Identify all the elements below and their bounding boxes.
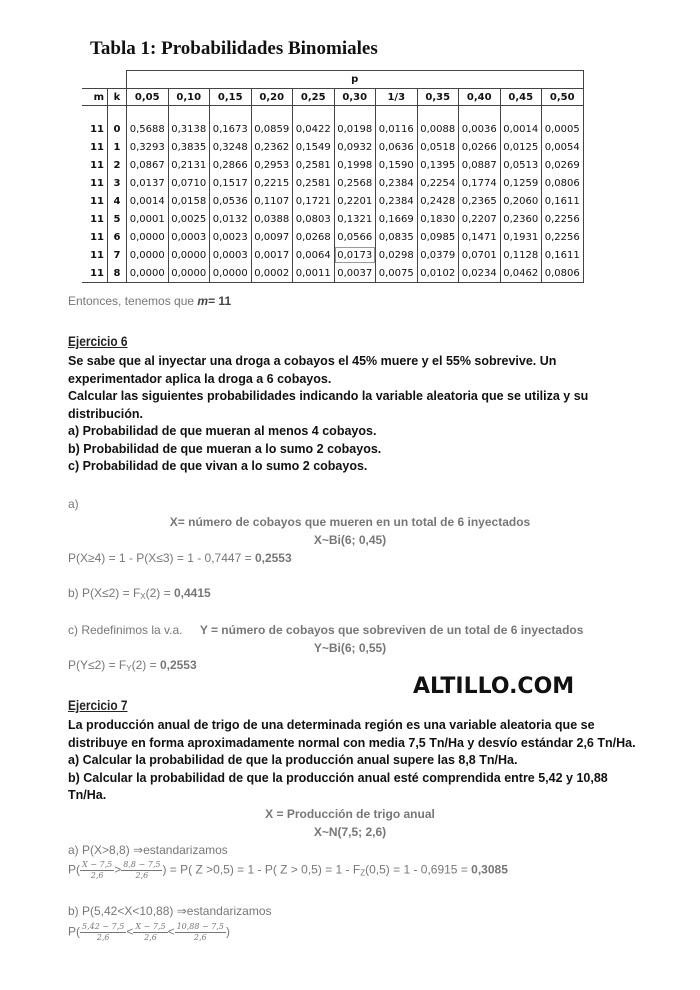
table-p-value-header: 0,25 [293, 89, 335, 106]
table-cell: 0,2581 [293, 156, 335, 174]
ej6-y-distribution: Y~Bi(6; 0,55) [313, 641, 387, 655]
note-var: m [197, 294, 209, 308]
table-cell: 0,0234 [459, 264, 501, 283]
table-cell: 0,0173 [334, 246, 376, 264]
ej6-line: b) Probabilidad de que mueran a lo sumo 2 cobayos. [68, 441, 382, 456]
table-m-header: m [82, 89, 108, 106]
table-m-value: 11 [90, 231, 104, 243]
table-blank [127, 106, 169, 121]
table-cell: 0,0806 [542, 174, 584, 192]
ejercicio-6-statement [68, 353, 688, 476]
table-cell: 0,0014 [500, 120, 542, 138]
table-m-value: 11 [82, 264, 108, 283]
table-row [82, 156, 583, 174]
table-blank [82, 71, 108, 89]
table-p-value-header: 0,10 [168, 89, 210, 106]
ej7-a-result: 0,3085 [471, 862, 508, 877]
table-blank [108, 71, 127, 89]
table-m-value: 11 [90, 195, 104, 207]
table-k-value: 2 [108, 156, 127, 174]
ej7-line: Tn/Ha. [68, 788, 107, 802]
note-post: = 11 [208, 294, 232, 308]
table-cell: 0,2254 [417, 174, 459, 192]
table-cell: 0,0268 [293, 228, 335, 246]
table-cell: 0,0000 [127, 228, 169, 246]
table-cell: 0,0000 [127, 264, 169, 283]
table-cell: 0,5688 [127, 120, 169, 138]
table-cell: 0,0005 [542, 120, 584, 138]
table-cell: 0,0003 [168, 228, 210, 246]
table-blank [500, 106, 542, 121]
table-row [82, 192, 583, 210]
table-cell: 0,1611 [542, 192, 584, 210]
table-cell: 0,0701 [459, 246, 501, 264]
ej6-x-definition: X= número de cobayos que mueren en un total de 6 inyectados [169, 515, 531, 529]
table-cell: 0,0266 [459, 138, 501, 156]
ej6-a-calc-text: P(X≥4) = 1 - P(X≤3) = 1 - 0,7447 = [68, 551, 255, 565]
ej7-a-calculation: P( $\frac{X - 7,5}{2,6}$ > $\frac{8,8 - 7,5}{2,6}$ ) = P( Z >0,5) = 1 - P( $Z > 0,5) = 1 - F_Z(0,5) = 1 - 0,6915 = 0,3085$ [68, 860, 508, 880]
table-cell: 0,0198 [334, 120, 376, 138]
ejercicio-7-statement [68, 717, 693, 805]
table-header-row [82, 89, 583, 106]
table-cell: 0,2568 [334, 174, 376, 192]
ej6-a-result: 0,2553 [254, 551, 292, 565]
table-cell: 0,2953 [251, 156, 293, 174]
table-cell: 0,3138 [168, 120, 210, 138]
table-gap-row [82, 106, 583, 121]
table-blank [417, 106, 459, 121]
table-cell: 0,2581 [293, 174, 335, 192]
table-k-header: k [108, 89, 127, 106]
table-cell: 0,0002 [251, 264, 293, 283]
ej6-line: c) Probabilidad de que vivan a lo sumo 2 cobayos. [68, 459, 368, 473]
table-k-value: 5 [108, 210, 127, 228]
table-p-value-header: 0,40 [459, 89, 501, 106]
table-cell: 0,0036 [459, 120, 501, 138]
table-blank [108, 106, 127, 121]
table-cell: 0,0867 [127, 156, 169, 174]
ej7-a-fraction-2: $\frac{8,8 - 7,5}{2,6}$ [123, 860, 161, 880]
table-m-value: 11 [90, 249, 104, 261]
table-blank [334, 106, 376, 121]
table-cell: 0,2060 [500, 192, 542, 210]
ej6-line: experimentador aplica la droga a 6 cobayos. [68, 371, 332, 386]
table-cell: 0,1611 [542, 246, 584, 264]
ej7-x-definition: X = Producción de trigo anual [265, 807, 435, 821]
table-cell: 0,0158 [168, 192, 210, 210]
table-p-value-header: 0,50 [542, 89, 584, 106]
ej6-b-result: 0,4415 [173, 586, 211, 600]
table-cell: 0,0566 [334, 228, 376, 246]
table-p-value-header: 1/3 [376, 89, 418, 106]
table-row [82, 174, 583, 192]
table-blank [210, 106, 252, 121]
table-cell: 0,0102 [417, 264, 459, 283]
ejercicio-6-heading: Ejercicio 6 [68, 333, 128, 349]
table-blank [459, 106, 501, 121]
table-cell: 0,0710 [168, 174, 210, 192]
ej7-a-line: a) P(X>8,8) ⇒estandarizamos [68, 843, 228, 857]
ej6-line: a) Probabilidad de que mueran al menos 4 cobayos. [68, 424, 377, 438]
table-cell: 0,0075 [376, 264, 418, 283]
ej7-a-calc-text-2: (0,5) = 1 - 0,6915 = [365, 862, 472, 877]
table-cell: 0,3835 [168, 138, 210, 156]
ej6-line: Calcular las siguientes probabilidades indicando la variable aleatoria que se utiliza y su [68, 389, 589, 403]
table-cell: 0,0803 [293, 210, 335, 228]
ej6-c-calc-pre: P(Y≤2) = F [68, 658, 127, 672]
ej7-b-line: b) P(5,42<X<10,88) ⇒estandarizamos [68, 904, 272, 918]
table-cell: 0,2384 [376, 192, 418, 210]
table-cell: 0,1321 [334, 210, 376, 228]
table-cell: 0,2428 [417, 192, 459, 210]
ej6-a-label: a) [68, 497, 79, 511]
ej6-c-result: 0,2553 [159, 658, 197, 672]
ej6-b-calculation [68, 586, 211, 601]
ej6-b-calc-pre: b) P(X≤2) = F [68, 586, 141, 600]
ej6-c-redefine [68, 623, 583, 637]
table-cell: 0,0097 [251, 228, 293, 246]
table-cell: 0,1107 [251, 192, 293, 210]
table-cell: 0,1721 [293, 192, 335, 210]
table-cell: 0,0014 [127, 192, 169, 210]
table-cell: 0,2365 [459, 192, 501, 210]
table-cell: 0,0017 [251, 246, 293, 264]
table-cell: 0,0835 [376, 228, 418, 246]
table-m-value: 11 [90, 123, 104, 135]
table-cell: 0,2866 [210, 156, 252, 174]
table-p-value-header: 0,30 [334, 89, 376, 106]
table-row [82, 210, 583, 228]
table-m-value: 11 [90, 159, 104, 171]
table-m-value: 11 [90, 213, 104, 225]
ej7-b-fraction-2: $\frac{X - 7,5}{2,6}$ [135, 922, 166, 942]
binomial-table-body [82, 71, 583, 283]
ej6-y-definition: Y = número de cobayos que sobreviven de un total de 6 inyectados [199, 623, 584, 637]
table-p-header: p [127, 71, 584, 89]
table-cell: 0,0137 [127, 174, 169, 192]
table-cell: 0,0025 [168, 210, 210, 228]
ej7-b-calculation: P( $\frac{5,42 - 7,5}{2,6}$ < $\frac{X - 7,5}{2,6}$ < $\frac{10,88 - 7,5}{2,6}$ ) [68, 922, 230, 942]
table-k-value: 8 [108, 264, 127, 283]
table-k-value: 7 [108, 246, 127, 264]
table-cell: 0,2362 [251, 138, 293, 156]
table-cell: 0,0000 [210, 264, 252, 283]
table-cell: 0,1549 [293, 138, 335, 156]
table-blank [82, 106, 108, 121]
ej7-a-fraction-1: $\frac{X - 7,5}{2,6}$ [82, 860, 113, 880]
table-cell: 0,3248 [210, 138, 252, 156]
ej6-b-subscript: X [140, 592, 146, 601]
table-p-value-header: 0,15 [210, 89, 252, 106]
table-header-p-row [82, 71, 583, 89]
table-cell: 0,2131 [168, 156, 210, 174]
table-cell: 0,1830 [417, 210, 459, 228]
ejercicio-7-heading: Ejercicio 7 [68, 697, 128, 713]
table-blank [376, 106, 418, 121]
table-cell: 0,0125 [500, 138, 542, 156]
table-cell: 0,0001 [127, 210, 169, 228]
ej6-line: distribución. [68, 406, 143, 421]
table-cell: 0,0003 [210, 246, 252, 264]
table-p-value-header: 0,20 [251, 89, 293, 106]
ej6-c-calculation [68, 658, 197, 673]
table-cell: 0,0422 [293, 120, 335, 138]
ej6-x-distribution: X~Bi(6; 0,45) [313, 533, 387, 547]
table-cell: 0,0011 [293, 264, 335, 283]
table-cell: 0,0859 [251, 120, 293, 138]
table-row [82, 138, 583, 156]
table-k-value: 4 [108, 192, 127, 210]
table-cell: 0,1774 [459, 174, 501, 192]
ej6-c-calc-post: (2) = [131, 658, 160, 672]
table-title: Tabla 1: Probabilidades Binomiales [90, 38, 378, 59]
table-cell: 0,0000 [168, 264, 210, 283]
table-cell: 0,1673 [210, 120, 252, 138]
table-cell: 0,0037 [334, 264, 376, 283]
table-cell: 0,0064 [293, 246, 335, 264]
table-blank [293, 106, 335, 121]
ej6-b-calc-post: (2) = [145, 586, 174, 600]
altillo-logo: ALTILLO.COM [413, 674, 575, 699]
table-cell: 0,2201 [334, 192, 376, 210]
note-pre: Entonces, tenemos que [68, 294, 198, 308]
table-cell: 0,2360 [500, 210, 542, 228]
table-cell: 0,0536 [210, 192, 252, 210]
table-k-value: 6 [108, 228, 127, 246]
table-m-value: 11 [90, 141, 104, 153]
table-cell: 0,0513 [500, 156, 542, 174]
table-row [82, 264, 583, 283]
table-cell: 0,1259 [500, 174, 542, 192]
table-cell: 0,0985 [417, 228, 459, 246]
ej7-x-distribution: X~N(7,5; 2,6) [313, 825, 387, 839]
table-cell: 0,1590 [376, 156, 418, 174]
table-cell: 0,0088 [417, 120, 459, 138]
ej7-a-calc-text: ) = P( Z >0,5) = 1 - P( Z > 0,5) = 1 - F [162, 862, 361, 877]
ej7-line: distribuye en forma aproximadamente normal con media 7,5 Tn/Ha y desvío estándar 2,6 Tn/Ha. [68, 735, 636, 750]
table-row [82, 228, 583, 246]
table-cell: 0,0269 [542, 156, 584, 174]
table-cell: 0,0379 [417, 246, 459, 264]
table-cell: 0,0388 [251, 210, 293, 228]
table-cell: 0,1395 [417, 156, 459, 174]
table-blank [251, 106, 293, 121]
ej7-a-subscript: Z [360, 868, 366, 878]
table-cell: 0,1128 [500, 246, 542, 264]
table-cell: 0,0132 [210, 210, 252, 228]
table-cell: 0,0000 [127, 246, 169, 264]
table-cell: 0,0023 [210, 228, 252, 246]
table-cell: 0,1669 [376, 210, 418, 228]
table-p-value-header: 0,45 [500, 89, 542, 106]
table-cell: 0,0887 [459, 156, 501, 174]
ej6-line: Se sabe que al inyectar una droga a cobayos el 45% muere y el 55% sobrevive. Un [68, 354, 557, 368]
binomial-table [82, 70, 584, 283]
table-cell: 0,3293 [127, 138, 169, 156]
table-cell: 0,1517 [210, 174, 252, 192]
table-k-value: 3 [108, 174, 127, 192]
table-cell: 0,0806 [542, 264, 584, 283]
table-cell: 0,1998 [334, 156, 376, 174]
table-cell: 0,1471 [459, 228, 501, 246]
table-cell: 0,0636 [376, 138, 418, 156]
table-cell: 0,2207 [459, 210, 501, 228]
table-row [82, 120, 583, 138]
ej7-line: b) Calcular la probabilidad de que la producción anual esté comprendida entre 5,42 y 10,88 [68, 770, 608, 785]
ej7-line: La producción anual de trigo de una determinada región es una variable aleatoria que se [68, 718, 595, 732]
table-cell: 0,0000 [168, 246, 210, 264]
table-k-value: 1 [108, 138, 127, 156]
table-cell: 0,0518 [417, 138, 459, 156]
table-m-value: 11 [90, 177, 104, 189]
ej7-b-fraction-1: $\frac{5,42 - 7,5}{2,6}$ [82, 922, 125, 942]
table-cell: 0,0116 [376, 120, 418, 138]
table-cell: 0,2215 [251, 174, 293, 192]
ej6-a-calculation [68, 551, 292, 565]
ej6-c-pre: c) Redefinimos la v.a. [68, 623, 183, 637]
table-blank [168, 106, 210, 121]
table-cell: 0,0054 [542, 138, 584, 156]
ej7-b-fraction-3: $\frac{10,88 - 7,5}{2,6}$ [176, 922, 224, 942]
table-cell: 0,0298 [376, 246, 418, 264]
table-row [82, 246, 583, 264]
table-p-value-header: 0,35 [417, 89, 459, 106]
table-cell: 0,0462 [500, 264, 542, 283]
table-cell: 0,0932 [334, 138, 376, 156]
table-cell: 0,2256 [542, 210, 584, 228]
table-p-value-header: 0,05 [127, 89, 169, 106]
table-cell: 0,1931 [500, 228, 542, 246]
table-blank [542, 106, 584, 121]
table-cell: 0,2384 [376, 174, 418, 192]
ej7-line: a) Calcular la probabilidad de que la producción anual supere las 8,8 Tn/Ha. [68, 753, 518, 767]
ej6-c-subscript: Y [126, 664, 132, 673]
note-line [68, 294, 231, 308]
table-cell: 0,2256 [542, 228, 584, 246]
table-k-value: 0 [108, 120, 127, 138]
